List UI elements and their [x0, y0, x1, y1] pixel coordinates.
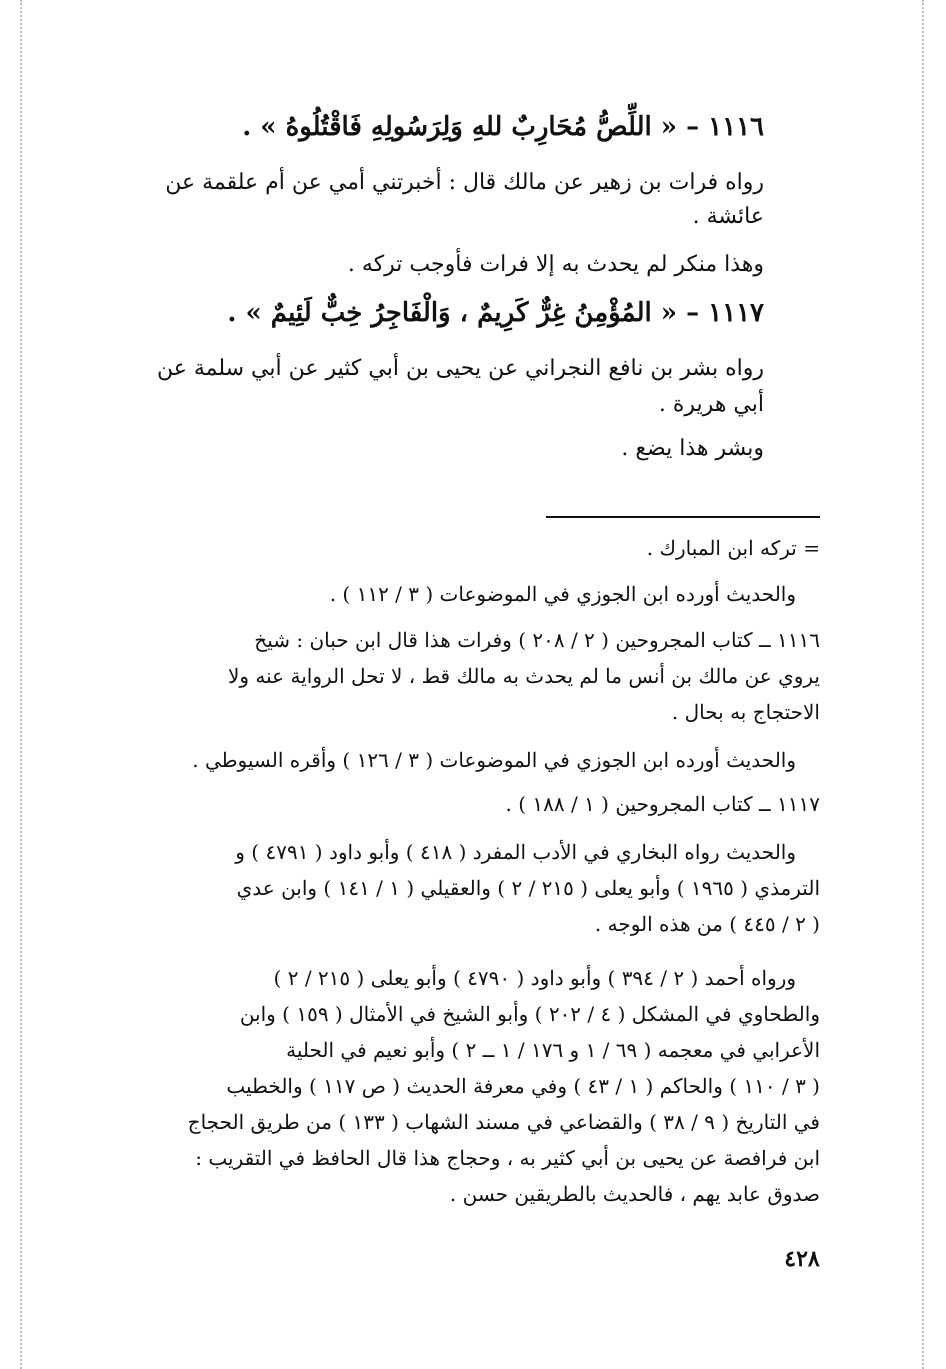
comment-1116: وهذا منكر لم يحدث به إلا فرات فأوجب تركه . — [347, 252, 764, 277]
comment-1117: وبشر هذا يضع . — [621, 436, 764, 461]
hadith-1116: ١١١٦ – « اللِّصُّ مُحَارِبٌ للهِ وَلِرَسُولِهِ فَاقْتُلُوهُ » . — [242, 112, 764, 142]
page-number: ٤٢٨ — [784, 1246, 820, 1272]
footnote-line: ورواه أحمد ( ٢ / ٣٩٤ ) وأبو داود ( ٤٧٩٠ ) وأبو يعلى ( ٢١٥ / ٢ ) — [273, 966, 796, 990]
footnote-line: ( ٢ / ٤٤٥ ) من هذه الوجه . — [594, 912, 820, 936]
footnote-line: ( ٣ / ١١٠ ) والحاكم ( ١ / ٤٣ ) وفي معرفة الحديث ( ص ١١٧ ) والخطيب — [226, 1074, 820, 1098]
narration-1117-line1: رواه بشر بن نافع النجراني عن يحيى بن أبي كثير عن أبي سلمة عن — [156, 356, 764, 381]
footnote-continuation: = تركه ابن المبارك . — [646, 536, 820, 560]
footnote-1116-line2: يروي عن مالك بن أنس ما لم يحدث به مالك قط ، لا تحل الرواية عنه ولا — [228, 664, 820, 688]
footnote-divider — [546, 516, 820, 518]
footnote-1116-line3: الاحتجاج به بحال . — [671, 700, 820, 724]
footnote-line: صدوق عابد يهم ، فالحديث بالطريقين حسن . — [449, 1182, 820, 1206]
narration-1117-line2: أبي هريرة . — [658, 392, 764, 417]
hadith-1117: ١١١٧ – « المُؤْمِنُ غِرٌّ كَرِيمٌ ، وَالْفَاجِرُ خِبٌّ لَئِيمٌ » . — [227, 298, 764, 328]
footnote-line: والطحاوي في المشكل ( ٤ / ٢٠٢ ) وأبو الشيخ في الأمثال ( ١٥٩ ) وابن — [239, 1002, 820, 1026]
scan-edge-left — [20, 0, 22, 1369]
narration-1116-line2: عائشة . — [692, 204, 764, 229]
footnote-line: والحديث رواه البخاري في الأدب المفرد ( ٤١٨ ) وأبو داود ( ٤٧٩١ ) و — [235, 840, 796, 864]
footnote-line: والحديث أورده ابن الجوزي في الموضوعات ( ٣ / ١٢٦ ) وأقره السيوطي . — [192, 748, 796, 772]
footnote-line: والحديث أورده ابن الجوزي في الموضوعات ( ٣ / ١١٢ ) . — [329, 582, 796, 606]
footnote-line: ابن فرافصة عن يحيى بن أبي كثير به ، وحجاج هذا قال الحافظ في التقريب : — [195, 1146, 820, 1170]
footnote-line: الأعرابي في معجمه ( ٦٩ / ١ و ١٧٦ / ١ ــ ٢ ) وأبو نعيم في الحلية — [286, 1038, 820, 1062]
footnote-line: الترمذي ( ١٩٦٥ ) وأبو يعلى ( ٢١٥ / ٢ ) والعقيلي ( ١ / ١٤١ ) وابن عدي — [236, 876, 820, 900]
scan-edge-right — [922, 0, 924, 1369]
footnote-line: في التاريخ ( ٩ / ٣٨ ) والقضاعي في مسند الشهاب ( ١٣٣ ) من طريق الحجاج — [187, 1110, 820, 1134]
narration-1116-line1: رواه فرات بن زهير عن مالك قال : أخبرتني أمي عن أم علقمة عن — [165, 170, 764, 195]
footnote-1116-line1: ١١١٦ ــ كتاب المجروحين ( ٢ / ٢٠٨ ) وفرات هذا قال ابن حبان : شيخ — [254, 628, 820, 652]
footnote-1117-line1: ١١١٧ ــ كتاب المجروحين ( ١ / ١٨٨ ) . — [505, 792, 820, 816]
